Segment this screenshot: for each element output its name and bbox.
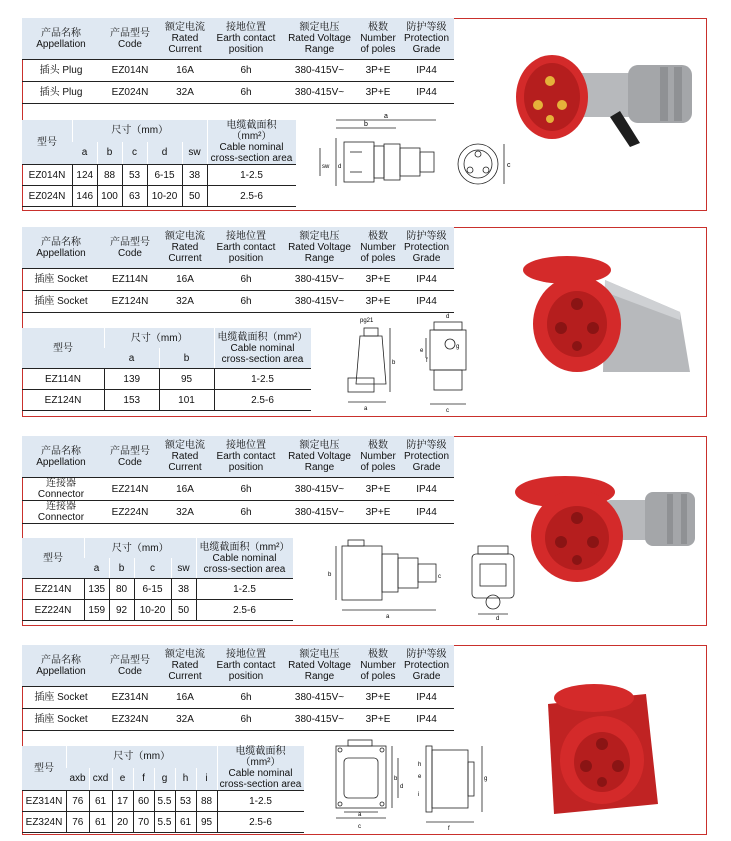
spec-table-4: 产品名称 Appellation 产品型号 Code 额定电流 Rated Current 接地位置 Earth contact position 额定电压 Rated Voltage Range 极数 Number of poles 防护等级 Protection Grade 插座 Socket EZ314N 16A 6h 380-415V~ 3P+E IP44 插座 Socket EZ324N 32A 6h 380-415V~ 3P+E IP44 bbox=[22, 645, 454, 731]
svg-text:b: b bbox=[328, 572, 332, 578]
table-row: 插座 Socket EZ324N 32A 6h 380-415V~ 3P+E IP44 bbox=[22, 709, 454, 731]
label-pg: pg21 bbox=[360, 318, 374, 324]
panel-socket-dimension-drawing bbox=[322, 736, 502, 830]
table-row: EZ224N 159 92 10-20 50 2.5-6 bbox=[22, 600, 293, 621]
spec-table-2: 产品名称 Appellation 产品型号 Code 额定电流 Rated Current 接地位置 Earth contact position 额定电压 Rated Voltage Range 极数 Number of poles 防护等级 Protection Grade 插座 Socket EZ114N 16A 6h 380-415V~ 3P+E IP44 插座 Socket EZ124N 32A 6h 380-415V~ 3P+E IP44 bbox=[22, 227, 454, 313]
svg-text:e: e bbox=[418, 774, 422, 780]
svg-text:d: d bbox=[496, 616, 500, 620]
table-row: EZ314N 76 61 17 60 5.5 53 88 1-2.5 bbox=[22, 791, 304, 812]
svg-text:e: e bbox=[420, 348, 424, 354]
label-a: a bbox=[384, 113, 388, 120]
table-row: 插座 Socket EZ114N 16A 6h 380-415V~ 3P+E IP44 bbox=[22, 269, 454, 291]
spec-table-1 bbox=[22, 18, 454, 104]
table-row: 连接器 Connector EZ214N 16A 6h 380-415V~ 3P+E IP44 bbox=[22, 478, 454, 501]
table-row: 连接器 Connector EZ224N 32A 6h 380-415V~ 3P+E IP44 bbox=[22, 501, 454, 524]
table-row: 插头 Plug EZ014N 16A 6h 380-415V~ 3P+E IP44 bbox=[22, 60, 454, 82]
connector-dimension-drawing bbox=[318, 536, 528, 620]
hdr-grade: 防护等级 Protection Grade bbox=[399, 18, 454, 60]
svg-text:g: g bbox=[456, 344, 460, 350]
dim-table-4: 型号 尺寸（mm） 电缆截面积（mm²） Cable nominal cross-section area axb cxd e f g h i EZ314N 76 61 17 60 5.5 53 88 1-2.5 EZ324N 76 61 20 70 5.5 61 95 2.5-6 bbox=[22, 746, 304, 833]
svg-text:a: a bbox=[386, 614, 390, 620]
svg-text:a: a bbox=[364, 406, 368, 412]
hdr-current: 额定电流 Rated Current bbox=[160, 18, 210, 60]
connector-product-photo bbox=[505, 466, 700, 588]
svg-text:b: b bbox=[394, 776, 398, 782]
svg-text:a: a bbox=[358, 812, 362, 818]
plug-dimension-drawing bbox=[318, 112, 518, 204]
dim-table-3: 型号 尺寸（mm） 电缆截面积（mm²） Cable nominal cross-section area a b c sw EZ214N 135 80 6-15 38 1-2.5 EZ224N 159 92 10-20 50 2.5-6 bbox=[22, 538, 293, 621]
hdr-earth: 接地位置 Earth contact position bbox=[210, 18, 282, 60]
hdr-cable: 电缆截面积（mm²） Cable nominal cross-section area bbox=[207, 120, 296, 165]
table-row: 插座 Socket EZ124N 32A 6h 380-415V~ 3P+E IP44 bbox=[22, 291, 454, 313]
hdr-size: 尺寸（mm） bbox=[73, 120, 208, 142]
label-d: d bbox=[338, 164, 342, 170]
socket-dimension-drawing bbox=[330, 308, 480, 412]
hdr-code: 产品型号 Code bbox=[100, 18, 160, 60]
svg-text:d: d bbox=[400, 784, 404, 790]
svg-text:i: i bbox=[418, 792, 420, 798]
svg-text:g: g bbox=[484, 776, 488, 782]
label-b: b bbox=[364, 121, 368, 128]
hdr-voltage: 额定电压 Rated Voltage Range bbox=[282, 18, 357, 60]
hdr-poles: 极数 Number of poles bbox=[357, 18, 399, 60]
svg-text:c: c bbox=[446, 408, 449, 412]
table-row: 插头 Plug EZ024N 32A 6h 380-415V~ 3P+E IP44 bbox=[22, 82, 454, 104]
table-row: EZ214N 135 80 6-15 38 1-2.5 bbox=[22, 579, 293, 600]
plug-product-photo bbox=[510, 45, 700, 157]
label-c: c bbox=[507, 162, 511, 169]
table-row: EZ014N 124 88 53 6-15 38 1-2.5 bbox=[22, 165, 296, 186]
spec-table-3: 产品名称 Appellation 产品型号 Code 额定电流 Rated Current 接地位置 Earth contact position 额定电压 Rated Voltage Range 极数 Number of poles 防护等级 Protection Grade 连接器 Connector EZ214N 16A 6h 380-415V~ 3P+E IP44 连接器 Connector EZ224N 32A 6h 380-415V~ 3P+E IP44 bbox=[22, 436, 454, 524]
svg-text:f: f bbox=[426, 358, 428, 364]
table-row: 插座 Socket EZ314N 16A 6h 380-415V~ 3P+E IP44 bbox=[22, 687, 454, 709]
svg-text:d: d bbox=[446, 314, 450, 320]
table-row: EZ124N 153 101 2.5-6 bbox=[22, 390, 311, 411]
panel-socket-product-photo bbox=[528, 672, 678, 822]
dim-table-2: 型号 尺寸（mm） 电缆截面积（mm²） Cable nominal cross-section area a b EZ114N 139 95 1-2.5 EZ124N 153 101 2.5-6 bbox=[22, 328, 311, 411]
table-row: EZ114N 139 95 1-2.5 bbox=[22, 369, 311, 390]
table-row: EZ324N 76 61 20 70 5.5 61 95 2.5-6 bbox=[22, 812, 304, 833]
svg-text:c: c bbox=[358, 824, 361, 830]
svg-text:f: f bbox=[448, 826, 450, 830]
hdr-appellation: 产品名称 Appellation bbox=[22, 18, 100, 60]
hdr-model: 型号 bbox=[22, 120, 73, 165]
svg-text:b: b bbox=[392, 360, 396, 366]
socket-product-photo bbox=[505, 250, 700, 382]
svg-text:c: c bbox=[438, 574, 441, 580]
dim-table-1: 型号 尺寸（mm） 电缆截面积（mm²） Cable nominal cross-section area a b c d sw EZ014N 124 88 53 6-15 38 1-2.5 EZ024N 146 100 63 10-20 50 2.5-6 bbox=[22, 120, 296, 207]
svg-text:h: h bbox=[418, 762, 422, 768]
table-row: EZ024N 146 100 63 10-20 50 2.5-6 bbox=[22, 186, 296, 207]
label-sw: sw bbox=[322, 164, 330, 170]
